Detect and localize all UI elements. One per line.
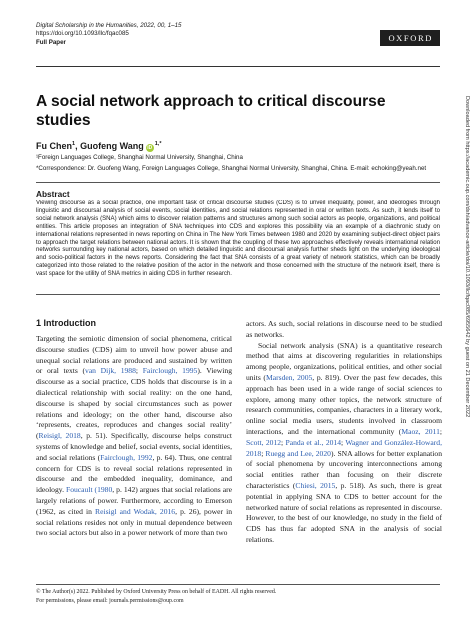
citation-link[interactable]: Foucault (1980: [65, 485, 113, 495]
header-divider: [36, 66, 440, 67]
body-text: ). Viewing discourse as a social practice, CDS holds that discourse is in a dialectical relationship with social reality: on the one hand, discourse is shaped by social circumstances such as power relations and ideology; on the other hand, discourse also ‘represents, creates, reproduces and changes social reality’ (: [36, 366, 232, 441]
body-paragraph: [246, 319, 442, 341]
body-text: , p. 518). As such, there is great potential in applying SNA to CDS to better account for the networked nature of social relations as represented in discourse. However, to the best of our knowledge, no study in the field of CDS has thus far adopted SNA in the analysis of social relations.: [246, 480, 442, 544]
journal-citation: Digital Scholarship in the Humanities, 2022, 00, 1–15: [36, 22, 182, 29]
citation-link[interactable]: Fairclough, 1992: [100, 452, 153, 462]
citation-link[interactable]: Fairclough, 1995: [142, 366, 198, 376]
citation-link[interactable]: Reisigl and Wodak, 2016: [95, 506, 176, 516]
body-text: actors. As such, social relations in discourse need to be studied as networks.: [246, 319, 442, 339]
page-header: [36, 22, 440, 47]
citation-link[interactable]: Ruegg and Lee, 2020: [265, 448, 331, 458]
citation-link[interactable]: Maoz, 2011: [401, 426, 440, 436]
author-name[interactable]: Fu Chen: [36, 141, 72, 151]
citation-link[interactable]: Chiesi, 2015: [295, 480, 336, 490]
body-text: Social network analysis (SNA) is a quantitative research method that aims at discovering regularities in relationships among people, organizations, political entities, and other social units (: [246, 340, 442, 382]
section-heading: 1 Introduction: [36, 318, 96, 328]
author-name[interactable]: Guofeng Wang: [80, 141, 144, 151]
body-text: ;: [135, 366, 143, 376]
body-text: ;: [341, 437, 346, 447]
body-paragraph: [246, 341, 442, 546]
download-watermark: Downloaded from https://academic.oup.com/dsh/advance-article/doi/10.1093/llc/fqac085/6955642 by guest on 21 December 2022: [464, 96, 470, 418]
footer-rule: [36, 584, 440, 585]
copyright-notice: © The Author(s) 2022. Published by Oxford University Press on behalf of EADH. All rights reserved.: [36, 589, 277, 595]
author-separator: ,: [75, 141, 78, 151]
body-column-right: [246, 319, 442, 576]
article-title: A social network approach to critical discourse studies: [36, 93, 386, 129]
orcid-icon[interactable]: iD: [147, 145, 153, 151]
body-text: , p. 819). Over the past few decades, this approach has been used in a wide range of social sciences to explore, among many other topics, the network structure of research communities, companies, characters in a literary work, online social media users, students involved in classroom interactions, and the international community (: [246, 372, 442, 436]
abstract-heading: Abstract: [36, 189, 70, 199]
body-text: , p. 26), power in social relations resides not only in mutual dependence between two social actors but also in a power network of more than two: [36, 506, 232, 538]
paper-type: Full Paper: [36, 39, 66, 46]
body-text: Targeting the semiotic dimension of social phenomena, critical discourse studies (CDS) aim to unveil how power abuse and unequal social relations are produced and sustained by written or oral texts (: [36, 334, 232, 376]
abstract-top-rule: [36, 182, 440, 183]
author-superscript: 1: [72, 141, 76, 147]
abstract-text: Viewing discourse as a social practice, one important task of critical discourse studies (CDS) is to unveil inequality, power, and ideologies through linguistic and discoursal analysis of social events, social identities, and social relations represented in oral or written texts. As such, it lends itself to social network analysis (SNA) which aims to discover relation patterns and structures among such social actors as people, organizations, and political entities. This article proposes an integration of SNA techniques into CDS and explores this possibility via an example of a diachronic study on international relations represented in news reporting on China in The New York Times between 1980 and 2020 by examining subject-direct object pairs to approach the target relations between national actors. It is shown that the coupling of these two approaches effectively reveals international relation networks surrounding key national actors, based on which detailed linguistic and discoursal analysis further sheds light on the underlying ideological and socio-political factors in the news reports. Considering the fact that SNA consists of a great variety of network statistics, which can be broadly categorized into those related to the relative position of the actor in the network and those concerned with the structure of the network itself, there is vast space for the utility of SNA metrics in aiding CDS in further research.: [36, 200, 440, 278]
correspondence: *Correspondence: Dr. Guofeng Wang, Foreign Languages College, Shanghai Normal University, Shanghai, China. E-mail: echoking@yeah.net: [36, 165, 427, 172]
body-text: , p. 64). Thus, one central concern for CDS is to reveal social relations represented in discourse and the embedded inequality, dominance, and ideology.: [36, 452, 232, 495]
author-superscript: 1,*: [154, 141, 162, 147]
permissions-notice: For permissions, please email: journals.permissions@oup.com: [36, 598, 184, 604]
body-text: ). SNA allows for better explanation of social phenomena by uncovering interconnections among social entities rather than focusing on their discrete characteristics (: [246, 448, 442, 490]
body-text: ;: [281, 437, 286, 447]
body-text: ;: [439, 426, 442, 436]
citation-link[interactable]: Scott, 2012: [246, 437, 282, 447]
oxford-logo: OXFORD: [380, 30, 440, 46]
body-text: ;: [261, 448, 266, 458]
citation-link[interactable]: Reisigl, 2018: [38, 431, 81, 441]
citation-link[interactable]: van Dijk, 1988: [85, 366, 136, 376]
affiliation: ¹Foreign Languages College, Shanghai Normal University, Shanghai, China: [36, 154, 243, 161]
body-text: , p. 142) argues that social relations are largely relations of power. Furthermore, according to Emerson (1962, as cited in: [36, 485, 232, 516]
author-line: [36, 139, 161, 152]
body-column-left: [36, 334, 232, 576]
citation-link[interactable]: Marsden, 2005: [265, 372, 313, 382]
citation-link[interactable]: Panda et al., 2014: [285, 437, 342, 447]
body-text: , p. 51). Specifically, discourse helps construct systems of knowledge and belief, social events, social identities, and social relations (: [36, 431, 232, 462]
abstract-bottom-rule: [36, 294, 440, 295]
citation-link[interactable]: Wagner and González-Howard, 2018: [246, 437, 442, 458]
doi-link[interactable]: https://doi.org/10.1093/llc/fqac085: [36, 30, 129, 37]
